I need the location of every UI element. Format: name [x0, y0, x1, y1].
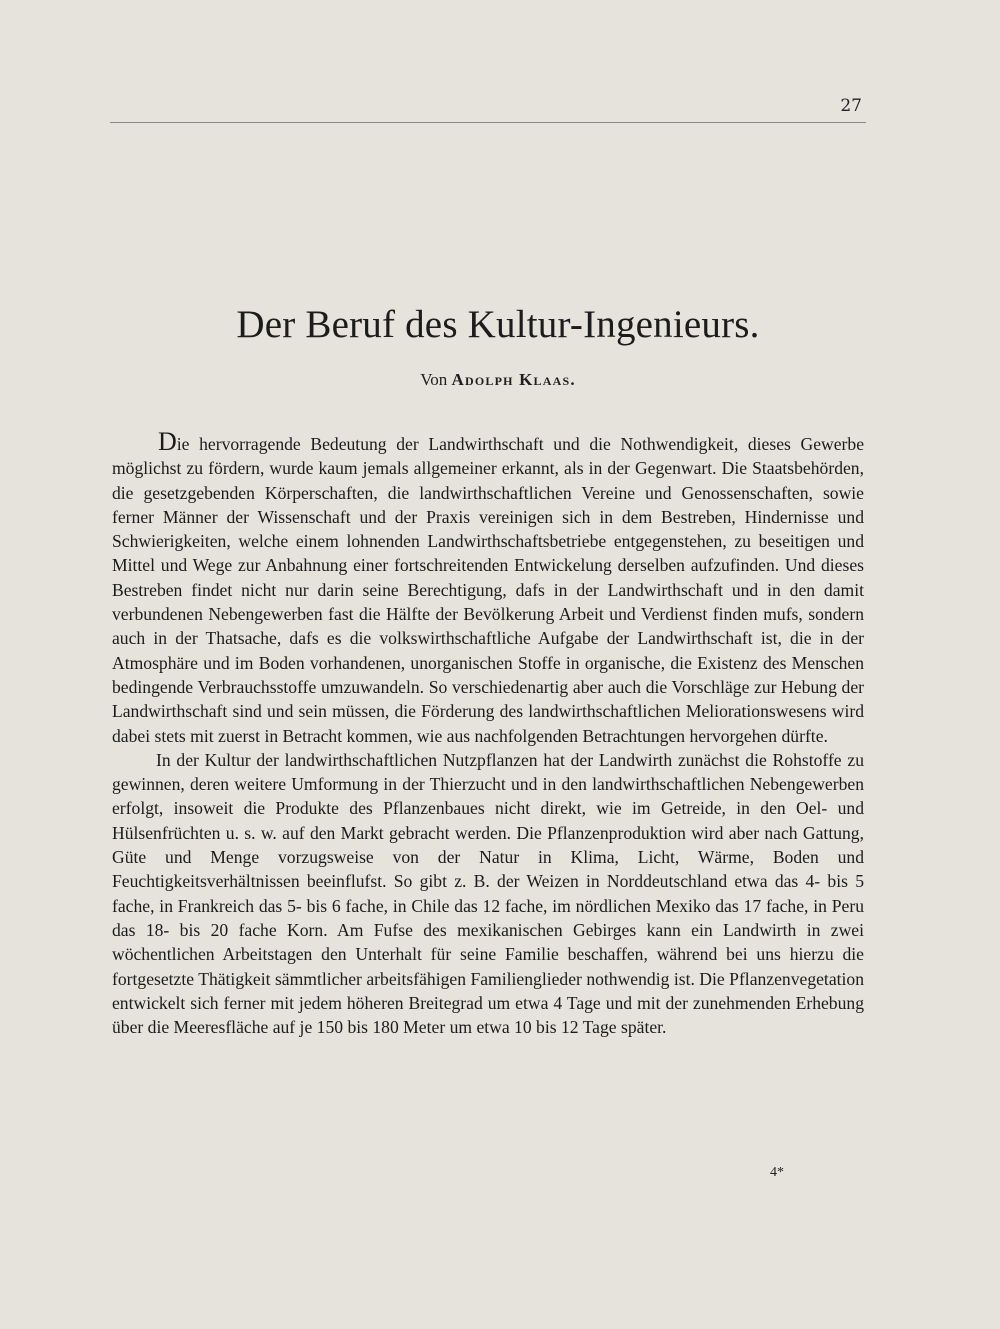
byline [110, 370, 886, 390]
article-body [112, 427, 864, 1039]
paragraph-1 [112, 427, 864, 748]
header-rule [110, 122, 866, 123]
author-name: Adolph Klaas. [451, 370, 576, 389]
article-title: Der Beruf des Kultur-Ingenieurs. [236, 303, 760, 346]
byline-prefix: Von [420, 370, 448, 389]
paragraph-1-text: ie hervorragende Bedeutung der Landwirthschaft und die Nothwendigkeit, dieses Gewerbe möglichst zu fördern, wurde kaum jemals allgemeiner erkannt, als in der Gegenwart. Die Staatsbehörden, die gesetzgebenden Körperschaften, die landwirthschaftlichen Vereine und Genossenschaften, sowie ferner Männer der Wissenschaft und der Praxis vereinigen sich in dem Bestreben, Hindernisse und Schwierigkeiten, welche einem lohnenden Landwirthschaftsbetriebe entgegenstehen, zu beseitigen und Mittel und Wege zur Anbahnung einer fortschreitenden Entwickelung derselben aufzufinden. Und dieses Bestreben findet nicht nur darin seine Berechtigung, dafs in der Landwirthschaft und in den damit verbundenen Nebengewerben fast die Hälfte der Bevölkerung Arbeit und Verdienst finden mufs, sondern auch in der Thatsache, dafs es die volkswirthschaftliche Aufgabe der Landwirthschaft ist, die in der Atmosphäre und im Boden vorhandenen, unorganischen Stoffe in organische, die Existenz des Menschen bedingende Verbrauchsstoffe umzuwandeln. So verschiedenartig aber auch die Vorschläge zur Hebung der Landwirthschaft sind und sein müssen, die Förderung des landwirthschaftlichen Meliorationswesens wird dabei stets mit zuerst in Betracht kommen, wie aus nachfolgenden Betrachtungen hervorgehen dürfte. [112, 434, 864, 746]
paragraph-2: In der Kultur der landwirthschaftlichen Nutzpflanzen hat der Landwirth zunächst die Rohstoffe zu gewinnen, deren weitere Umformung in der Thierzucht und in den landwirthschaftlichen Nebengewerben erfolgt, insoweit die Produkte des Pflanzenbaues nicht direkt, wie im Getreide, in den Oel- und Hülsenfrüchten u. s. w. auf den Markt gebracht werden. Die Pflanzenproduktion wird aber nach Gattung, Güte und Menge vorzugsweise von der Natur in Klima, Licht, Wärme, Boden und Feuchtigkeitsverhältnissen beeinflufst. So gibt z. B. der Weizen in Norddeutschland etwa das 4- bis 5 fache, in Frankreich das 5- bis 6 fache, in Chile das 12 fache, im nördlichen Mexiko das 17 fache, in Peru das 18- bis 20 fache Korn. Am Fufse des mexikanischen Gebirges kann ein Landwirth in zwei wöchentlichen Arbeitstagen den Unterhalt für seine Familie beschaffen, während bei uns hierzu die fortgesetzte Thätigkeit sämmtlicher arbeitsfähigen Familienglieder nothwendig ist. Die Pflanzenvegetation entwickelt sich ferner mit jedem höheren Breitegrad um etwa 4 Tage und mit der zunehmenden Erhebung über die Meeresfläche auf je 150 bis 180 Meter um etwa 10 bis 12 Tage später. [112, 749, 864, 1038]
signature-mark: 4* [770, 1165, 784, 1180]
drop-cap: D [158, 427, 177, 456]
page-number: 27 [840, 96, 862, 116]
